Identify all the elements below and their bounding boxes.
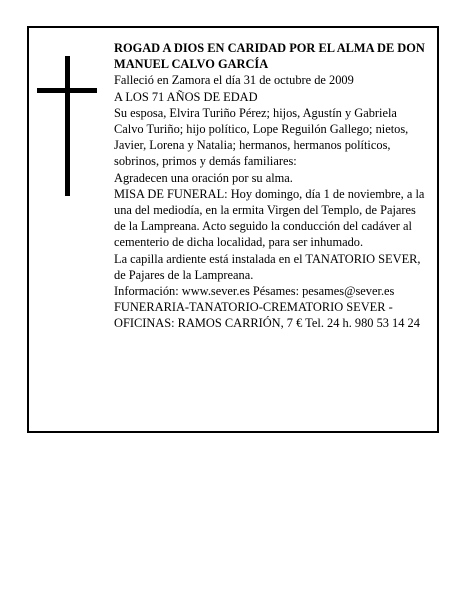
funeral-paragraph: MISA DE FUNERAL: Hoy domingo, día 1 de noviembre, a la una del mediodía, en la ermita Virgen del Templo, de Pajares de la Lampreana. Acto seguido la conducción del cadáver al cementerio de dicha localidad, para ser inhumado. — [114, 186, 425, 250]
age-line: A LOS 71 AÑOS DE EDAD — [114, 89, 258, 104]
obituary-text — [114, 40, 429, 332]
cross-horizontal-bar — [37, 88, 97, 93]
chapel-paragraph: La capilla ardiente está instalada en el TANATORIO SEVER, de Pajares de la Lampreana. — [114, 251, 421, 282]
death-line: Falleció en Zamora el día 31 de octubre de 2009 — [114, 73, 354, 88]
cross-vertical-bar — [65, 56, 70, 196]
prayer-request: Agradecen una oración por su alma. — [114, 170, 293, 185]
obituary-heading: ROGAD A DIOS EN CARIDAD POR EL ALMA DE DON MANUEL CALVO GARCÍA — [114, 41, 425, 72]
family-paragraph: Su esposa, Elvira Turiño Pérez; hijos, Agustín y Gabriela Calvo Turiño; hijo político, Lope Reguilón Gallego; nietos, Javier, Lorena y Natalia; hermanos, hermanos políticos, sobrinos, primos y demás familiares: — [114, 105, 409, 169]
information-paragraph: Información: www.sever.es Pésames: pesames@sever.es — [114, 284, 395, 299]
company-paragraph: FUNERARIA-TANATORIO-CREMATORIO SEVER - OFICINAS: RAMOS CARRIÓN, 7 € Tel. 24 h. 980 53 14 24 — [114, 300, 420, 331]
